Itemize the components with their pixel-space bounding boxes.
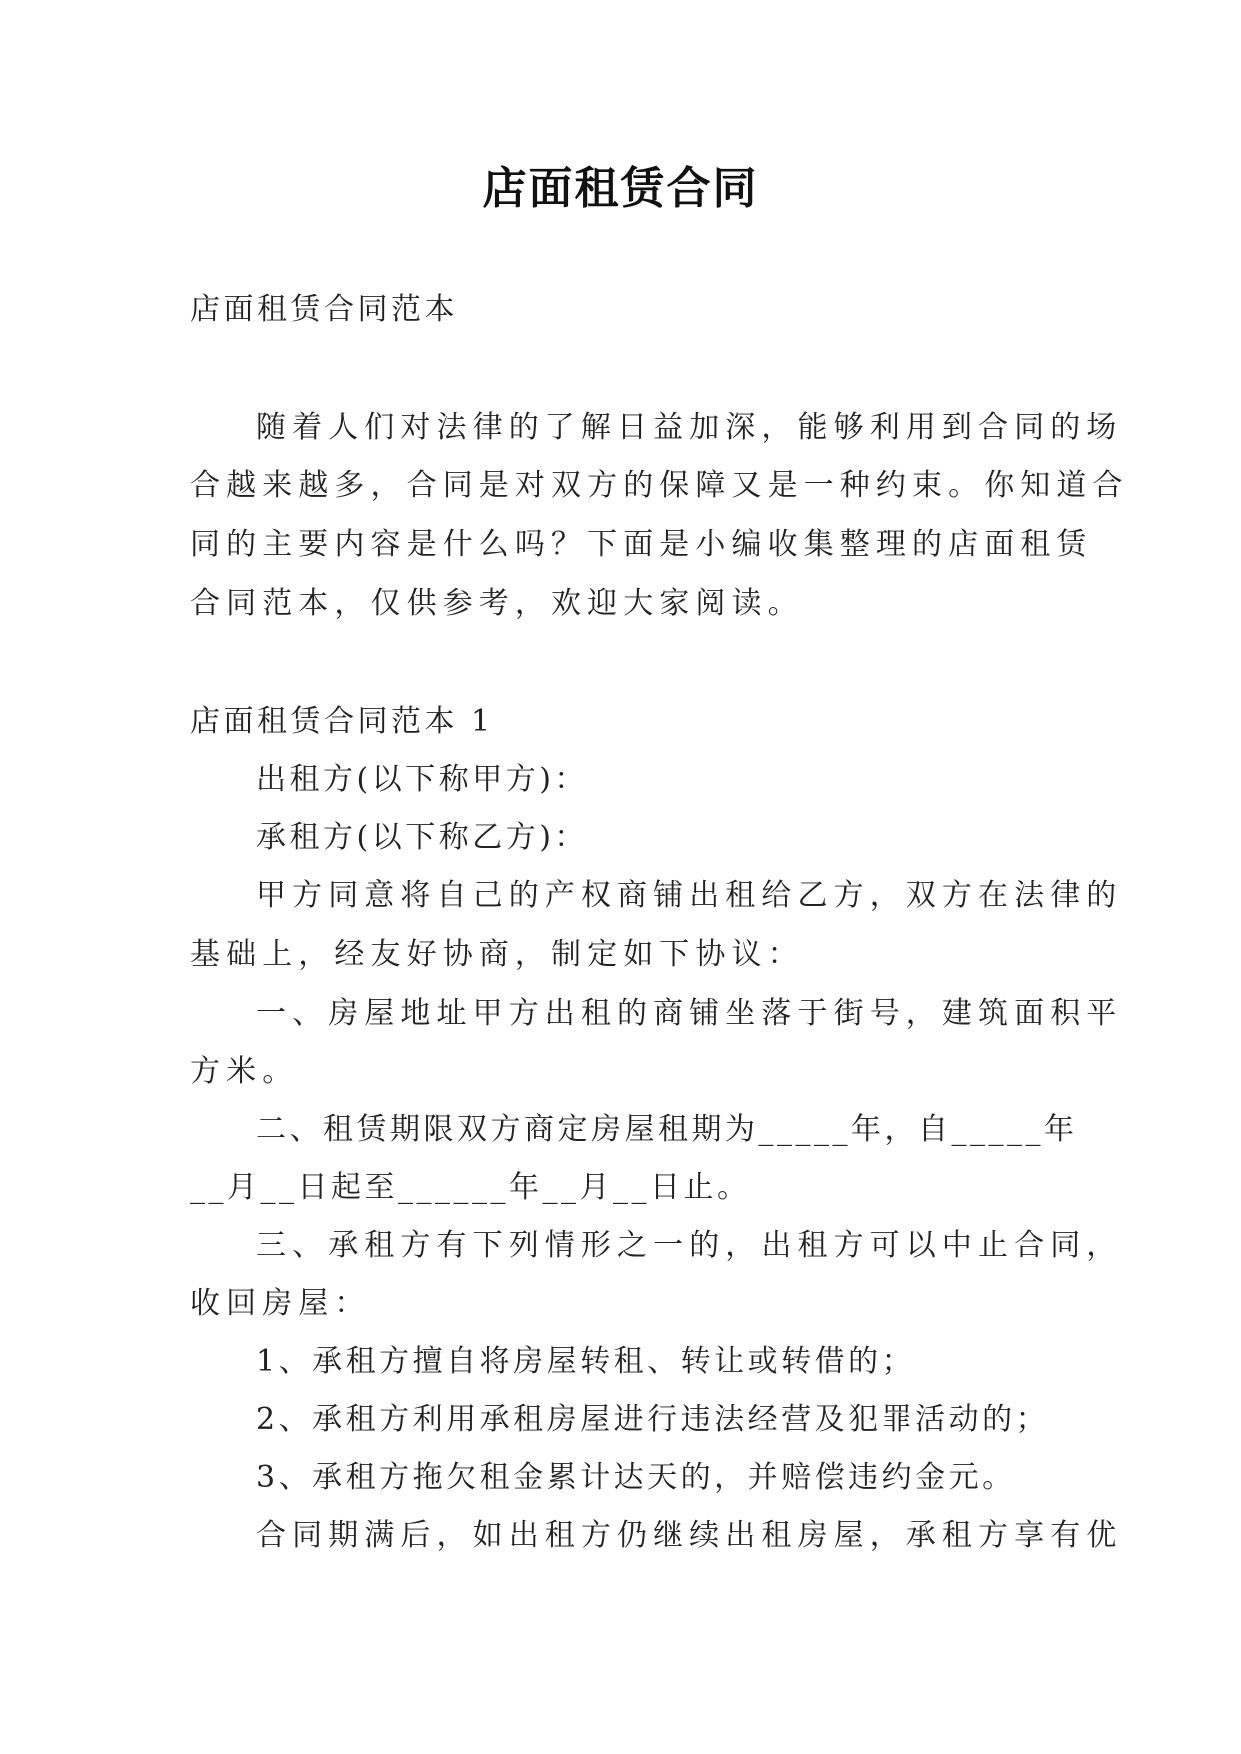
- document-title: 店面租赁合同: [482, 163, 759, 214]
- final-line: 合同期满后，如出租方仍继续出租房屋，承租方享有优: [256, 1518, 1123, 1553]
- clause-3-line-1: 三、承租方有下列情形之一的，出租方可以中止合同，: [256, 1228, 1123, 1263]
- intro-line-3: 同的主要内容是什么吗？下面是小编收集整理的店面租赁: [190, 527, 1093, 562]
- agreement-line-1: 甲方同意将自己的产权商铺出租给乙方，双方在法律的: [256, 878, 1123, 913]
- clause-2-line-1: 二、租赁期限双方商定房屋租期为_____年，自_____年: [256, 1112, 1078, 1147]
- clause-3-line-2: 收回房屋：: [190, 1286, 371, 1321]
- intro-line-2: 合越来越多，合同是对双方的保障又是一种约束。你知道合: [190, 468, 1129, 503]
- lessor-line: 出租方(以下称甲方)：: [256, 762, 588, 797]
- clause-1-line-1: 一、房屋地址甲方出租的商铺坐落于街号，建筑面积平: [256, 996, 1123, 1031]
- document-subtitle: 店面租赁合同范本: [190, 292, 458, 327]
- intro-line-4: 合同范本，仅供参考，欢迎大家阅读。: [190, 586, 804, 621]
- list-item: 1、承租方擅自将房屋转租、转让或转借的；: [256, 1344, 916, 1379]
- clause-2-line-2: __月__日起至______年__月__日止。: [190, 1170, 751, 1205]
- agreement-line-2: 基础上，经友好协商，制定如下协议：: [190, 937, 804, 972]
- list-item: 2、承租方利用承租房屋进行违法经营及犯罪活动的；: [256, 1402, 1050, 1437]
- section-heading: 店面租赁合同范本 1: [190, 704, 494, 739]
- list-item: 3、承租方拖欠租金累计达天的，并赔偿违约金元。: [256, 1460, 1016, 1495]
- lessee-line: 承租方(以下称乙方)：: [256, 820, 588, 855]
- intro-line-1: 随着人们对法律的了解日益加深，能够利用到合同的场: [256, 410, 1123, 445]
- clause-1-line-2: 方米。: [190, 1054, 299, 1089]
